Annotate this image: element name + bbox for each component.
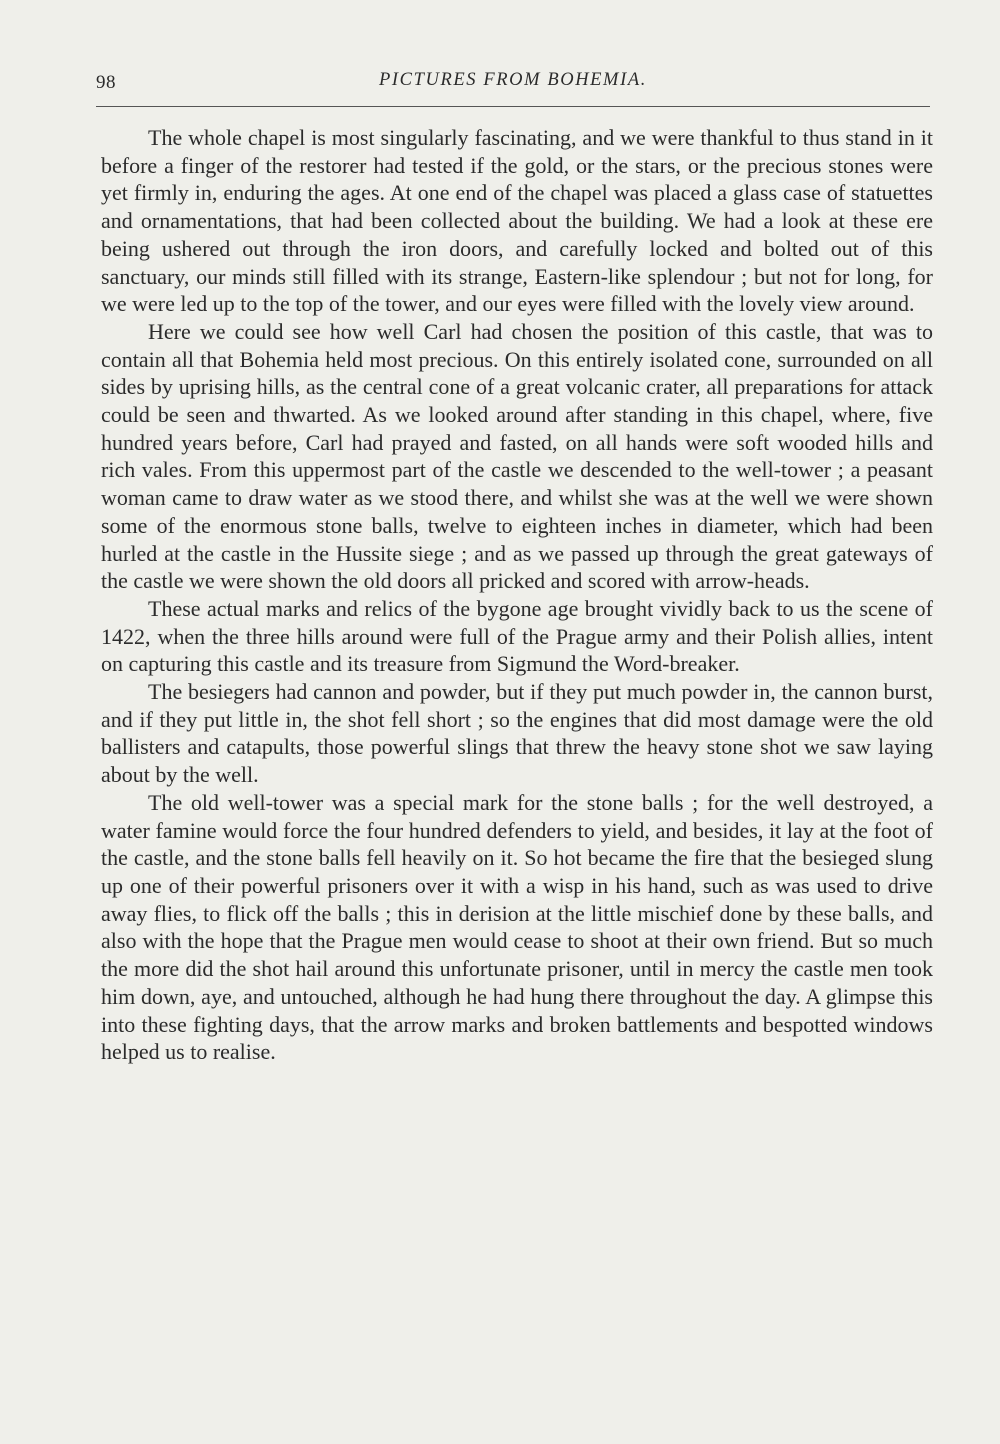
paragraph: The whole chapel is most singularly fascinating, and we were thankful to thus stand in it before a finger of the restorer had tested if the gold, or the stars, or the precious stones were yet firmly in, enduring the ages. At one end of the chapel was placed a glass case of statuettes and ornamentations, that had been collected about the building. We had a look at these ere being ushered out through the iron doors, and carefully locked and bolted out of this sanctuary, our minds still filled with its strange, Eastern-like splendour ; but not for long, for we were led up to the top of the tower, and our eyes were filled with the lovely view around. <box>101 125 933 317</box>
paragraph: These actual marks and relics of the bygone age brought vividly back to us the scene of 1422, when the three hills around were full of the Prague army and their Polish allies, intent on capturing this castle and its treasure from Sigmund the Word-breaker. <box>101 595 933 677</box>
body-text <box>101 124 933 1066</box>
page-number: 98 <box>96 72 116 93</box>
page-header <box>96 66 930 106</box>
running-title: PICTURES FROM BOHEMIA. <box>379 70 647 90</box>
header-rule <box>96 106 930 107</box>
paragraph: The old well-tower was a special mark for the stone balls ; for the well destroyed, a water famine would force the four hundred defenders to yield, and besides, it lay at the foot of the castle, and the stone balls fell heavily on it. So hot became the fire that the besieged slung up one of their powerful prisoners over it with a wisp in his hand, such as was used to drive away flies, to flick off the balls ; this in derision at the little mischief done by these balls, and also with the hope that the Prague men would cease to shoot at their own friend. But so much the more did the shot hail around this unfortunate prisoner, until in mercy the castle men took him down, aye, and untouched, although he had hung there throughout the day. A glimpse this into these fighting days, that the arrow marks and broken battlements and bespotted windows helped us to realise. <box>101 789 933 1065</box>
paragraph: The besiegers had cannon and powder, but if they put much powder in, the cannon burst, and if they put little in, the shot fell short ; so the engines that did most damage were the old ballisters and catapults, those powerful slings that threw the heavy stone shot we saw laying about by the well. <box>101 679 933 788</box>
paragraph: Here we could see how well Carl had chosen the position of this castle, that was to contain all that Bohemia held most precious. On this entirely isolated cone, surrounded on all sides by uprising hills, as the central cone of a great volcanic crater, all preparations for attack could be seen and thwarted. As we looked around after standing in this chapel, where, five hundred years before, Carl had prayed and fasted, on all hands were soft wooded hills and rich vales. From this uppermost part of the castle we descended to the well-tower ; a peasant woman came to draw water as we stood there, and whilst she was at the well we were shown some of the enormous stone balls, twelve to eighteen inches in diameter, which had been hurled at the castle in the Hussite siege ; and as we passed up through the great gateways of the castle we were shown the old doors all pricked and scored with arrow-heads. <box>101 318 933 594</box>
